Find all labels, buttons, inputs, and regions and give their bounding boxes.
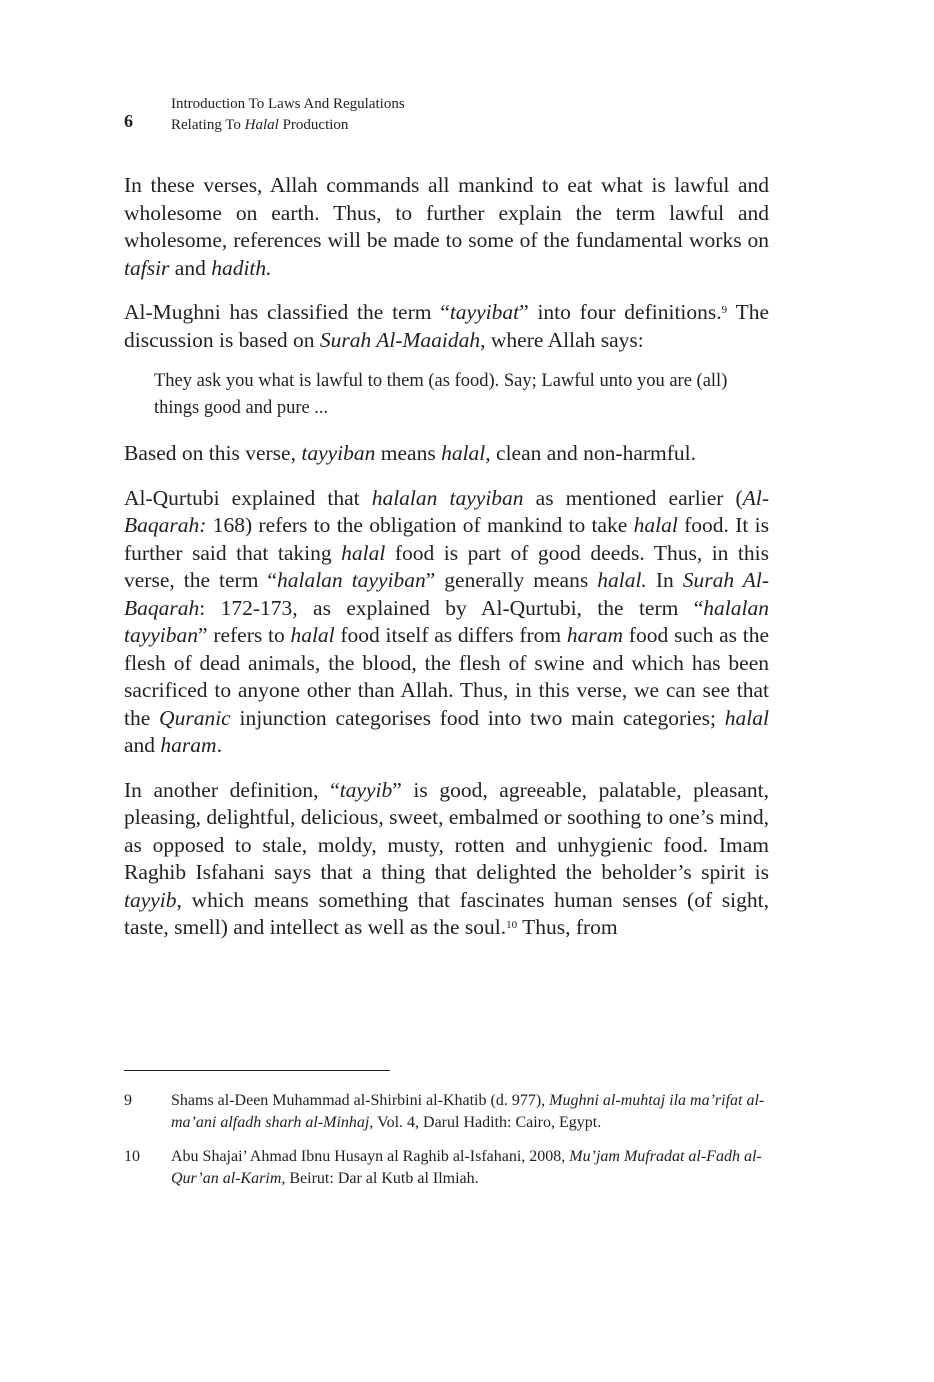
page-number: 6	[124, 111, 133, 131]
paragraph-3: Based on this verse, tayyiban means halal, clean and non-harmful.	[124, 441, 697, 465]
footnote-text: Shams al-Deen Muhammad al-Shirbini al-Khatib (d. 977), Mughni al-muhtaj ila ma’rifat al-ma’ani alfadh sharh al-Minhaj, Vol. 4, Darul Hadith: Cairo, Egypt.	[171, 1092, 765, 1131]
paragraph-2: Al-Mughni has classified the term “tayyibat” into four definitions.$^9$ The discussion is based on Surah Al-Maaidah, where Allah says:	[124, 300, 769, 352]
running-head-line-1: Introduction To Laws And Regulations	[171, 96, 405, 112]
running-head-text: Production	[278, 117, 349, 133]
footnote-text: Abu Shajai’ Ahmad Ibnu Husayn al Raghib al-Isfahani, 2008, Mu’jam Mufradat al-Fadh al-Qur’an al-Karim, Beirut: Dar al Kutb al Ilmiah.	[171, 1148, 762, 1187]
paragraph-5: In another definition, “tayyib” is good, agreeable, palatable, pleasant, pleasing, delightful, delicious, sweet, embalmed or soothing to one’s mind, as opposed to stale, moldy, musty, rotten and unhygienic food. Imam Raghib Isfahani says that a thing that delighted the beholder’s spirit is tayyib, which means something that fascinates human senses (of sight, taste, smell) and intellect as well as the soul.$^{10}$ Thus, from	[124, 777, 769, 939]
footnote-number: 9	[124, 1092, 132, 1109]
running-head-italic: Halal	[244, 117, 279, 133]
footnote-ref-9: 9	[721, 304, 728, 316]
running-head-text: Relating To	[171, 117, 245, 133]
footnote-number: 10	[124, 1148, 140, 1165]
running-head-line-2	[171, 115, 405, 136]
footnotes	[124, 1090, 769, 1202]
footnote-10	[124, 1146, 769, 1190]
footnote-ref-10: 10	[506, 919, 518, 931]
footnote-divider	[124, 1070, 390, 1071]
block-quote: They ask you what is lawful to them (as food). Say; Lawful unto you are (all) things good and pure ...	[154, 371, 728, 418]
paragraph-4: Al-Qurtubi explained that halalan tayyiban as mentioned earlier (Al-Baqarah: 168) refers to the obligation of mankind to take halal food. It is further said that taking halal food is part of good deeds. Thus, in this verse, the term “halalan tayyiban” generally means halal. In Surah Al-Baqarah: 172-173, as explained by Al-Qurtubi, the term “halalan tayyiban” refers to halal food itself as differs from haram food such as the flesh of dead animals, the blood, the flesh of swine and which has been sacrificed to anyone other than Allah. Thus, in this verse, we can see that the Quranic injunction categorises food into two main categories; halal and haram.	[124, 485, 770, 757]
body-text	[124, 172, 769, 959]
footnote-9	[124, 1090, 769, 1134]
paragraph-1: In these verses, Allah commands all mankind to eat what is lawful and wholesome on earth. Thus, to further explain the term lawful and wholesome, references will be made to some of the fundamental works on tafsir and hadith.	[124, 173, 769, 280]
running-head	[171, 94, 405, 136]
